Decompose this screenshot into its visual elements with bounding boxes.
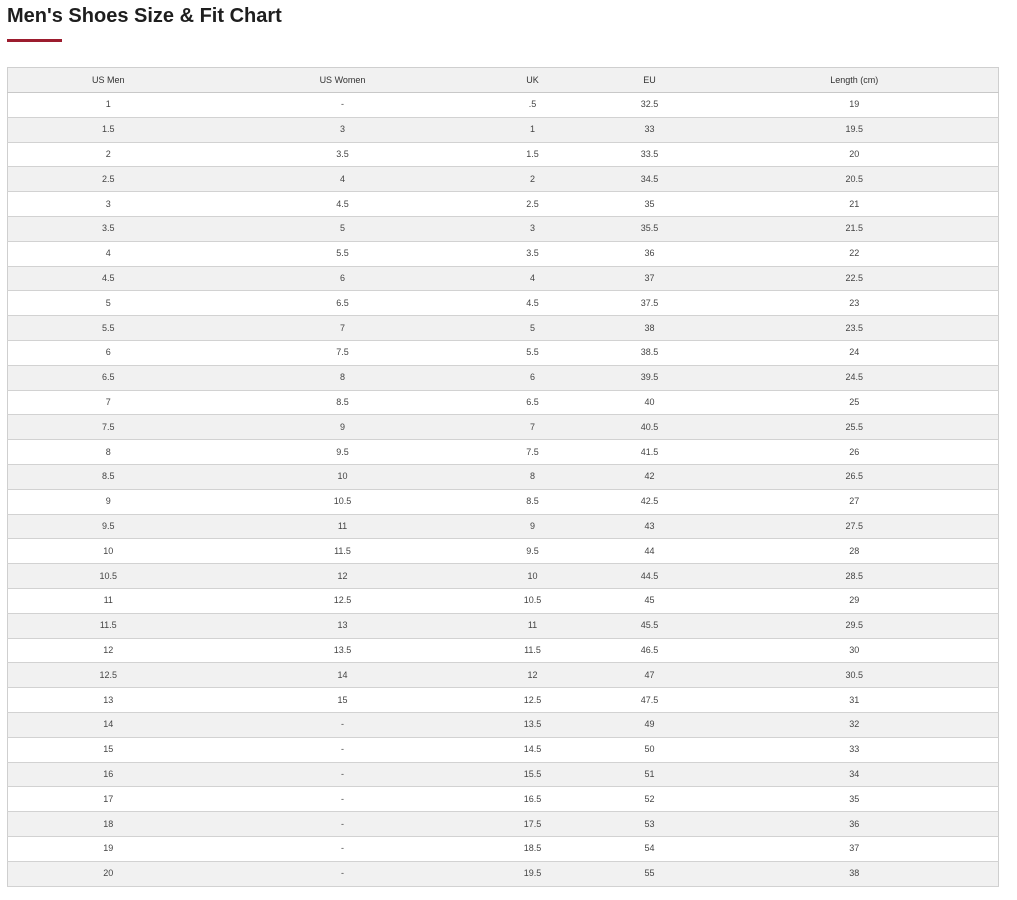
cell-uk: 17.5: [477, 812, 589, 837]
cell-length-cm: 29: [711, 588, 999, 613]
table-row: [8, 514, 999, 539]
cell-eu: 36: [589, 241, 711, 266]
cell-eu: 45: [589, 588, 711, 613]
cell-us-men: 20: [8, 861, 209, 886]
table-body: [8, 93, 999, 887]
cell-us-men: 3: [8, 192, 209, 217]
table-row: [8, 216, 999, 241]
table-row: [8, 167, 999, 192]
cell-us-men: 11.5: [8, 613, 209, 638]
table-row: [8, 836, 999, 861]
cell-us-women: -: [209, 836, 477, 861]
cell-eu: 44.5: [589, 564, 711, 589]
cell-length-cm: 21.5: [711, 216, 999, 241]
cell-us-women: 9.5: [209, 440, 477, 465]
cell-uk: 7.5: [477, 440, 589, 465]
cell-us-women: -: [209, 712, 477, 737]
cell-eu: 38: [589, 316, 711, 341]
table-row: [8, 117, 999, 142]
cell-length-cm: 30: [711, 638, 999, 663]
cell-uk: 2: [477, 167, 589, 192]
cell-eu: 49: [589, 712, 711, 737]
cell-eu: 53: [589, 812, 711, 837]
cell-eu: 50: [589, 737, 711, 762]
cell-uk: 19.5: [477, 861, 589, 886]
cell-us-women: 7: [209, 316, 477, 341]
table-row: [8, 663, 999, 688]
cell-length-cm: 36: [711, 812, 999, 837]
cell-us-men: 17: [8, 787, 209, 812]
cell-us-men: 16: [8, 762, 209, 787]
cell-us-men: 2: [8, 142, 209, 167]
cell-length-cm: 19: [711, 93, 999, 118]
header-us-men: US Men: [8, 68, 209, 93]
table-row: [8, 861, 999, 886]
cell-length-cm: 25: [711, 390, 999, 415]
cell-eu: 35: [589, 192, 711, 217]
cell-length-cm: 24: [711, 340, 999, 365]
table-row: [8, 613, 999, 638]
cell-us-women: 11: [209, 514, 477, 539]
cell-length-cm: 30.5: [711, 663, 999, 688]
cell-eu: 37: [589, 266, 711, 291]
cell-us-men: 4: [8, 241, 209, 266]
cell-length-cm: 22: [711, 241, 999, 266]
cell-length-cm: 38: [711, 861, 999, 886]
cell-uk: 3.5: [477, 241, 589, 266]
cell-length-cm: 27: [711, 489, 999, 514]
cell-uk: 18.5: [477, 836, 589, 861]
cell-uk: 5: [477, 316, 589, 341]
cell-uk: 11: [477, 613, 589, 638]
cell-us-women: 4: [209, 167, 477, 192]
header-length-cm: Length (cm): [711, 68, 999, 93]
cell-length-cm: 23: [711, 291, 999, 316]
size-chart-table: [7, 67, 999, 887]
cell-uk: 4: [477, 266, 589, 291]
table-row: [8, 192, 999, 217]
cell-uk: .5: [477, 93, 589, 118]
cell-eu: 34.5: [589, 167, 711, 192]
cell-eu: 46.5: [589, 638, 711, 663]
header-eu: EU: [589, 68, 711, 93]
cell-us-women: 12.5: [209, 588, 477, 613]
title-underline: [7, 39, 62, 42]
cell-length-cm: 25.5: [711, 415, 999, 440]
cell-uk: 4.5: [477, 291, 589, 316]
cell-us-women: 3.5: [209, 142, 477, 167]
cell-us-men: 10: [8, 539, 209, 564]
cell-us-women: 5: [209, 216, 477, 241]
cell-length-cm: 29.5: [711, 613, 999, 638]
cell-uk: 5.5: [477, 340, 589, 365]
table-row: [8, 291, 999, 316]
cell-us-men: 4.5: [8, 266, 209, 291]
cell-us-men: 12.5: [8, 663, 209, 688]
table-row: [8, 93, 999, 118]
cell-length-cm: 22.5: [711, 266, 999, 291]
cell-eu: 51: [589, 762, 711, 787]
cell-uk: 2.5: [477, 192, 589, 217]
cell-eu: 41.5: [589, 440, 711, 465]
cell-length-cm: 19.5: [711, 117, 999, 142]
cell-us-women: -: [209, 861, 477, 886]
table-row: [8, 564, 999, 589]
cell-us-women: 13: [209, 613, 477, 638]
table-row: [8, 340, 999, 365]
cell-uk: 16.5: [477, 787, 589, 812]
cell-length-cm: 31: [711, 688, 999, 713]
cell-eu: 55: [589, 861, 711, 886]
cell-uk: 8.5: [477, 489, 589, 514]
cell-us-women: -: [209, 737, 477, 762]
cell-eu: 52: [589, 787, 711, 812]
table-row: [8, 762, 999, 787]
cell-uk: 8: [477, 464, 589, 489]
cell-length-cm: 24.5: [711, 365, 999, 390]
table-row: [8, 638, 999, 663]
cell-length-cm: 23.5: [711, 316, 999, 341]
cell-us-men: 5.5: [8, 316, 209, 341]
cell-us-women: -: [209, 812, 477, 837]
table-row: [8, 390, 999, 415]
cell-us-men: 14: [8, 712, 209, 737]
table-row: [8, 539, 999, 564]
table-row: [8, 241, 999, 266]
cell-us-women: -: [209, 93, 477, 118]
table-row: [8, 688, 999, 713]
cell-us-men: 13: [8, 688, 209, 713]
cell-us-men: 11: [8, 588, 209, 613]
cell-eu: 40: [589, 390, 711, 415]
cell-eu: 54: [589, 836, 711, 861]
table-row: [8, 787, 999, 812]
cell-us-women: 12: [209, 564, 477, 589]
cell-length-cm: 33: [711, 737, 999, 762]
cell-eu: 44: [589, 539, 711, 564]
cell-eu: 40.5: [589, 415, 711, 440]
header-us-women: US Women: [209, 68, 477, 93]
cell-uk: 10: [477, 564, 589, 589]
cell-length-cm: 37: [711, 836, 999, 861]
cell-us-women: 15: [209, 688, 477, 713]
cell-us-women: 11.5: [209, 539, 477, 564]
cell-uk: 7: [477, 415, 589, 440]
cell-eu: 32.5: [589, 93, 711, 118]
cell-us-men: 8: [8, 440, 209, 465]
cell-us-men: 1.5: [8, 117, 209, 142]
cell-us-women: 10.5: [209, 489, 477, 514]
cell-us-men: 19: [8, 836, 209, 861]
cell-us-men: 10.5: [8, 564, 209, 589]
cell-us-men: 9: [8, 489, 209, 514]
cell-us-men: 12: [8, 638, 209, 663]
cell-length-cm: 34: [711, 762, 999, 787]
cell-us-men: 1: [8, 93, 209, 118]
cell-eu: 47: [589, 663, 711, 688]
cell-us-men: 8.5: [8, 464, 209, 489]
page-title: Men's Shoes Size & Fit Chart: [7, 5, 282, 27]
cell-length-cm: 20: [711, 142, 999, 167]
table-row: [8, 365, 999, 390]
cell-uk: 9: [477, 514, 589, 539]
cell-us-women: -: [209, 762, 477, 787]
cell-uk: 9.5: [477, 539, 589, 564]
cell-uk: 1.5: [477, 142, 589, 167]
cell-us-men: 5: [8, 291, 209, 316]
cell-length-cm: 27.5: [711, 514, 999, 539]
table-row: [8, 266, 999, 291]
table-row: [8, 588, 999, 613]
cell-eu: 42.5: [589, 489, 711, 514]
cell-us-men: 7.5: [8, 415, 209, 440]
cell-uk: 3: [477, 216, 589, 241]
cell-eu: 45.5: [589, 613, 711, 638]
cell-uk: 12.5: [477, 688, 589, 713]
table-row: [8, 464, 999, 489]
cell-uk: 10.5: [477, 588, 589, 613]
cell-eu: 42: [589, 464, 711, 489]
cell-us-women: -: [209, 787, 477, 812]
cell-eu: 35.5: [589, 216, 711, 241]
cell-eu: 33: [589, 117, 711, 142]
cell-us-men: 3.5: [8, 216, 209, 241]
cell-us-men: 6.5: [8, 365, 209, 390]
table-row: [8, 712, 999, 737]
table-row: [8, 415, 999, 440]
table-row: [8, 489, 999, 514]
cell-length-cm: 20.5: [711, 167, 999, 192]
cell-length-cm: 32: [711, 712, 999, 737]
cell-us-men: 7: [8, 390, 209, 415]
cell-us-men: 9.5: [8, 514, 209, 539]
cell-us-men: 18: [8, 812, 209, 837]
cell-us-women: 9: [209, 415, 477, 440]
cell-uk: 13.5: [477, 712, 589, 737]
table-row: [8, 737, 999, 762]
cell-us-women: 3: [209, 117, 477, 142]
cell-us-women: 7.5: [209, 340, 477, 365]
table-row: [8, 440, 999, 465]
header-uk: UK: [477, 68, 589, 93]
cell-us-women: 8.5: [209, 390, 477, 415]
cell-eu: 37.5: [589, 291, 711, 316]
cell-length-cm: 28.5: [711, 564, 999, 589]
cell-uk: 6.5: [477, 390, 589, 415]
cell-length-cm: 35: [711, 787, 999, 812]
cell-eu: 38.5: [589, 340, 711, 365]
cell-us-men: 6: [8, 340, 209, 365]
cell-us-women: 14: [209, 663, 477, 688]
table-row: [8, 316, 999, 341]
cell-us-men: 15: [8, 737, 209, 762]
cell-us-women: 13.5: [209, 638, 477, 663]
cell-uk: 1: [477, 117, 589, 142]
cell-us-women: 6.5: [209, 291, 477, 316]
cell-uk: 12: [477, 663, 589, 688]
cell-length-cm: 21: [711, 192, 999, 217]
cell-us-women: 6: [209, 266, 477, 291]
table-row: [8, 142, 999, 167]
cell-eu: 43: [589, 514, 711, 539]
cell-us-men: 2.5: [8, 167, 209, 192]
cell-length-cm: 26: [711, 440, 999, 465]
cell-eu: 33.5: [589, 142, 711, 167]
cell-uk: 6: [477, 365, 589, 390]
cell-length-cm: 28: [711, 539, 999, 564]
cell-us-women: 8: [209, 365, 477, 390]
cell-uk: 11.5: [477, 638, 589, 663]
cell-eu: 39.5: [589, 365, 711, 390]
table-row: [8, 812, 999, 837]
cell-us-women: 4.5: [209, 192, 477, 217]
cell-length-cm: 26.5: [711, 464, 999, 489]
cell-us-women: 5.5: [209, 241, 477, 266]
cell-uk: 15.5: [477, 762, 589, 787]
cell-us-women: 10: [209, 464, 477, 489]
cell-uk: 14.5: [477, 737, 589, 762]
cell-eu: 47.5: [589, 688, 711, 713]
table-header-row: [8, 68, 999, 93]
